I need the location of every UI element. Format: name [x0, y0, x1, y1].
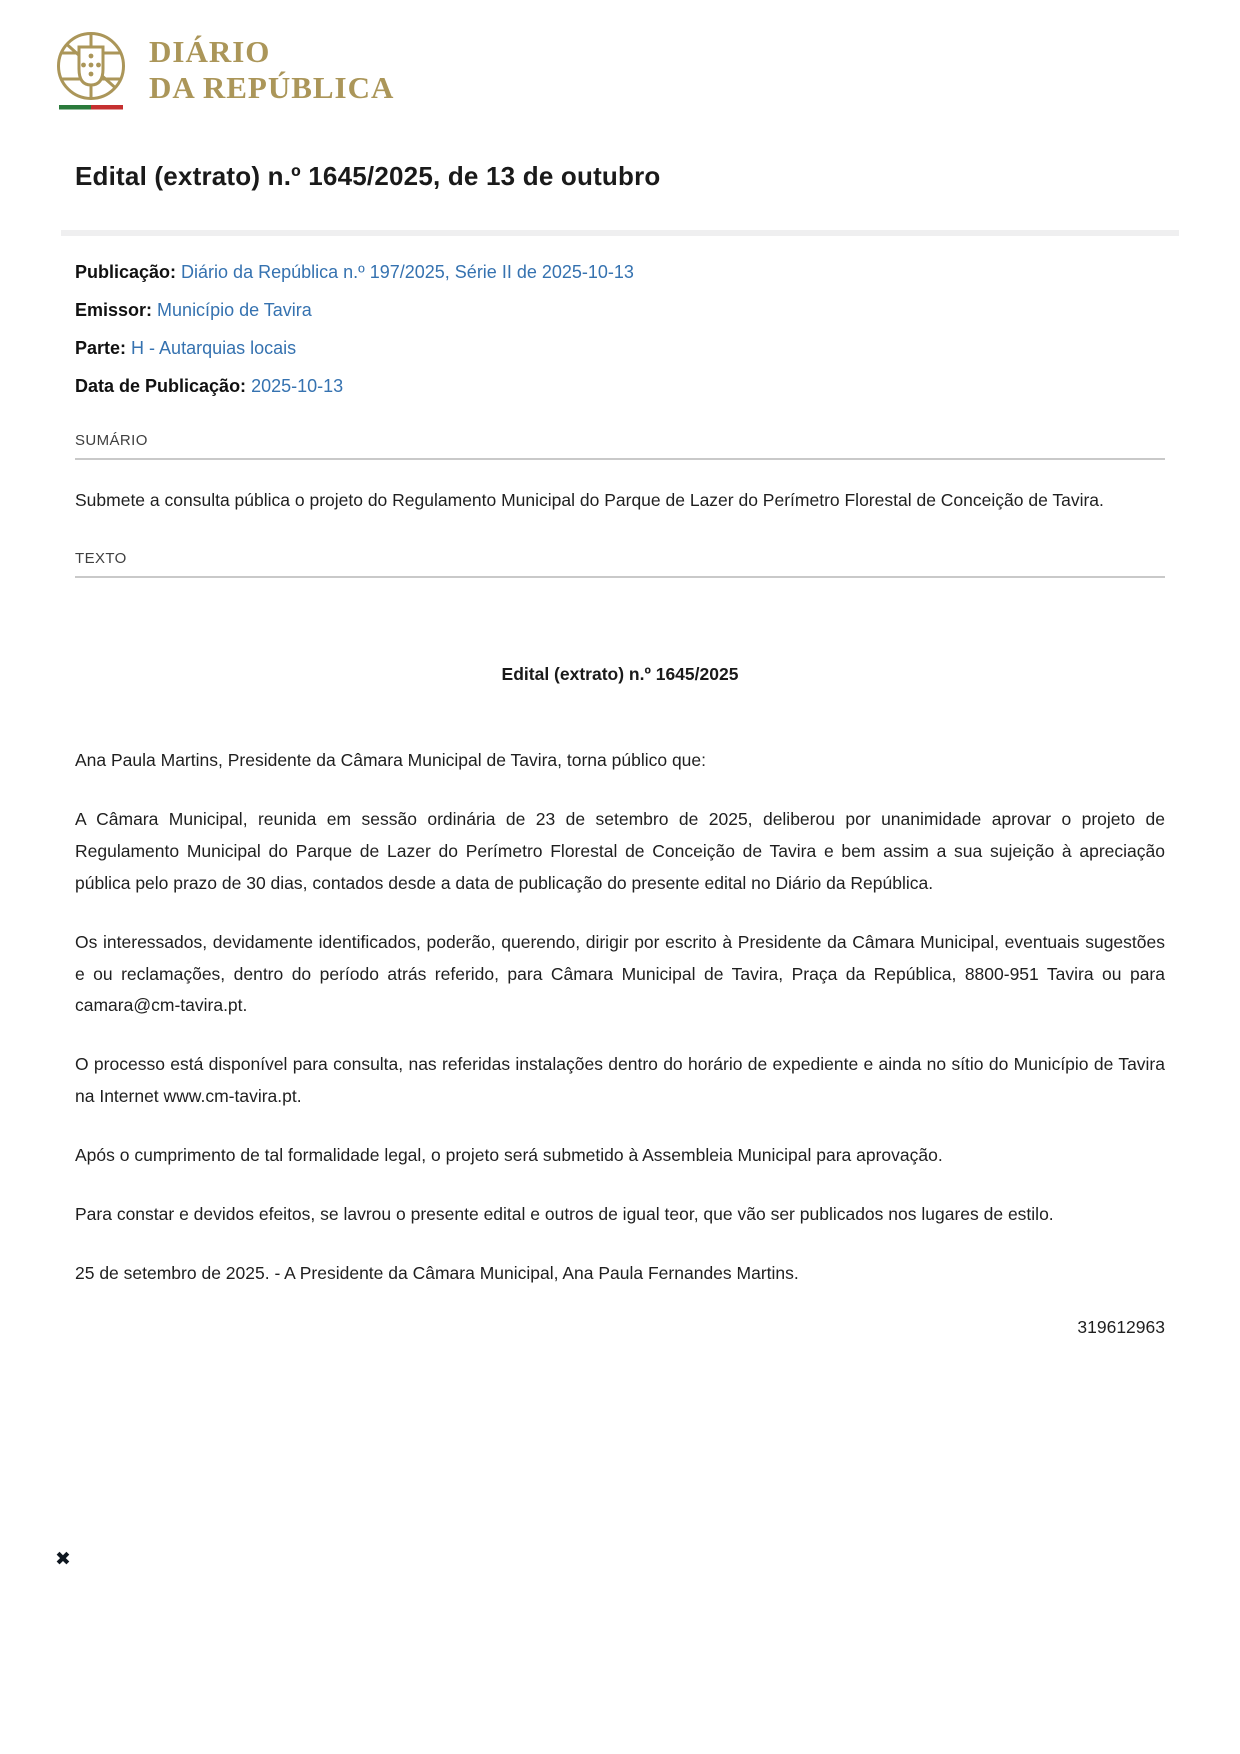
article-paragraph: Os interessados, devidamente identificados, poderão, querendo, dirigir por escrito à Presidente da Câmara Municipal, eventuais sugestões e ou reclamações, dentro do período atrás referido, para Câmara Municipal de Tavira, Praça da República, 8800-951 Tavira ou para camara@cm-tavira.pt.	[75, 931, 1165, 1016]
meta-row-emissor	[75, 298, 1165, 322]
meta-row-data-publicacao	[75, 374, 1165, 398]
meta-row-parte	[75, 336, 1165, 360]
article-paragraph: Ana Paula Martins, Presidente da Câmara Municipal de Tavira, torna público que:	[75, 750, 706, 771]
publication-link[interactable]: Diário da República n.º 197/2025, Série II de 2025-10-13	[181, 262, 634, 282]
edital-heading: Edital (extrato) n.º 1645/2025	[501, 664, 739, 685]
edital-article	[75, 664, 1165, 1337]
summary-section-label: SUMÁRIO	[75, 432, 148, 449]
summary-text: Submete a consulta pública o projeto do Regulamento Municipal do Parque de Lazer do Perímetro Florestal de Conceição de Tavira.	[75, 490, 1104, 510]
article-paragraph: Para constar e devidos efeitos, se lavrou o presente edital e outros de igual teor, que vão ser publicados nos lugares de estilo.	[75, 1203, 1054, 1224]
article-paragraph: A Câmara Municipal, reunida em sessão ordinária de 23 de setembro de 2025, deliberou por unanimidade aprovar o projeto de Regulamento Municipal do Parque de Lazer do Perímetro Florestal de Conceição de Tavira e bem assim a sua sujeição à apreciação pública pelo prazo de 30 dias, contados desde a data de publicação do presente edital no Diário da República.	[75, 809, 1165, 893]
meta-label: Data de Publicação:	[75, 376, 247, 396]
title-divider	[61, 230, 1179, 236]
document-number: 319612963	[1077, 1316, 1165, 1337]
page-title: Edital (extrato) n.º 1645/2025, de 13 de outubro	[75, 161, 661, 191]
part-link[interactable]: H - Autarquias locais	[131, 338, 297, 358]
diario-da-republica-logo	[55, 30, 1165, 117]
close-icon[interactable]: ✖	[55, 1548, 71, 1570]
publication-metadata	[75, 260, 1165, 398]
meta-row-publicacao	[75, 260, 1165, 284]
article-paragraph: 25 de setembro de 2025. - A Presidente da Câmara Municipal, Ana Paula Fernandes Martins.	[75, 1262, 799, 1283]
publication-date-link[interactable]: 2025-10-13	[251, 376, 344, 396]
logo-wordmark	[149, 30, 394, 106]
logo-wordmark-line1: DIÁRIO	[149, 34, 271, 69]
meta-label: Parte:	[75, 338, 127, 358]
emitter-link[interactable]: Município de Tavira	[157, 300, 312, 320]
texto-divider	[75, 576, 1165, 578]
summary-divider	[75, 458, 1165, 460]
meta-label: Publicação:	[75, 262, 177, 282]
meta-label: Emissor:	[75, 300, 153, 320]
logo-wordmark-line2: DA REPÚBLICA	[149, 70, 395, 105]
article-paragraph: O processo está disponível para consulta, nas referidas instalações dentro do horário de expediente e ainda no sítio do Município de Tavira na Internet www.cm-tavira.pt.	[75, 1054, 1165, 1107]
texto-section-label: TEXTO	[75, 550, 127, 568]
portuguese-coat-of-arms-icon	[55, 30, 127, 117]
article-paragraph: Após o cumprimento de tal formalidade legal, o projeto será submetido à Assembleia Municipal para aprovação.	[75, 1144, 943, 1165]
